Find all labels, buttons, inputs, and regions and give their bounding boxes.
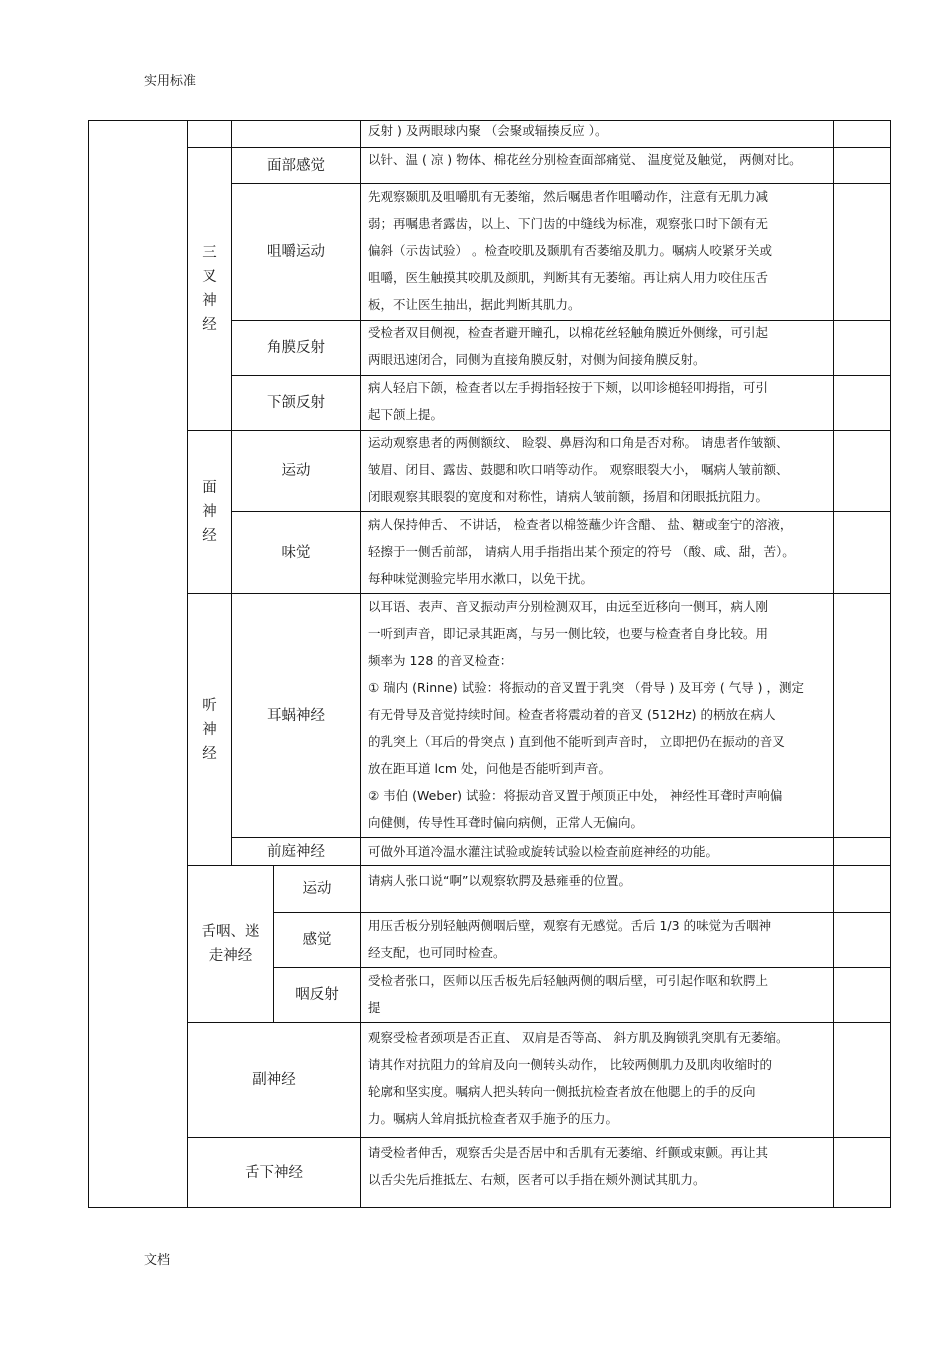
item-description: 运动观察患者的两侧额纹、 睑裂、鼻唇沟和口角是否对称。 请患者作皱额、 皱眉、闭目、露齿、鼓腮和吹口哨等动作。 观察眼裂大小， 嘱病人皱前额、 闭眼观察其眼裂的宽度和对称性，请病人皱前额，扬眉和闭眼抵抗阻力。 [368,435,789,504]
item-description: 病人轻启下颌，检查者以左手拇指轻按于下颊，以叩诊槌轻叩拇指，可引 起下颌上提。 [368,380,769,422]
item-description: 可做外耳道冷温水灌注试验或旋转试验以检查前庭神经的功能。 [368,844,719,859]
item-label: 舌下神经 [245,1164,303,1181]
item-label: 咽反射 [295,987,339,1003]
item-label: 运动 [302,881,332,897]
col-line-4 [833,120,834,1208]
group-trigeminal: 三叉神经 [202,245,217,333]
item-label: 咀嚼运动 [267,244,325,260]
page-footer: 文档 [144,1253,171,1268]
item-description: 请受检者伸舌，观察舌尖是否居中和舌肌有无萎缩、纤颤或束颤。再让其 以舌尖先后推抵左、右颊，医者可以手指在颊外测试其肌力。 [368,1145,769,1187]
page-header: 实用标准 [144,74,197,89]
item-label: 下颌反射 [267,395,325,411]
group-facial: 面神经 [202,480,217,544]
item-label: 前庭神经 [267,843,325,860]
table-right-border [890,120,891,1208]
item-description: 病人保持伸舌、 不讲话， 检查者以棉签蘸少许含醋、 盐、糖或奎宁的溶液， 轻擦于一侧舌前部， 请病人用手指指出某个预定的符号 （酸、咸、甜，苦）。 每种味觉测验完毕用水漱口，以免干扰。 [368,517,795,586]
item-label: 感觉 [302,932,332,948]
table-left-border [88,120,89,1208]
item-description: 观察受检者颈项是否正直、 双肩是否等高、 斜方肌及胸锁乳突肌有无萎缩。 请其作对抗阻力的耸肩及向一侧转头动作， 比较两侧肌力及肌肉收缩时的 轮廓和坚实度。嘱病人把头转向一侧抵抗检查者放在他腮上的手的反向 力。嘱病人耸肩抵抗检查者双手施予的压力。 [368,1030,789,1126]
item-description: 用压舌板分别轻触两侧咽后壁，观察有无感觉。舌后 1/3 的味觉为舌咽神 经支配，也可同时检查。 [368,918,772,960]
item-label: 运动 [281,463,311,479]
table-bottom-border [88,1207,891,1208]
group-hearing: 听神经 [202,697,217,762]
item-description: 请病人张口说“啊”以观察软腭及悬雍垂的位置。 [368,873,631,888]
item-description: 以针、温 ( 凉 ) 物体、棉花丝分别检查面部痛觉、 温度觉及触觉， 两侧对比。 [368,152,802,167]
item-description: 先观察颞肌及咀嚼肌有无萎缩，然后嘱患者作咀嚼动作，注意有无肌力减 弱；再嘱患者露齿，以上、下门齿的中缝线为标准，观察张口时下颌有无 偏斜（示齿试验） 。检查咬肌及颞肌有否萎缩及肌力。嘱病人咬紧牙关或 咀嚼，医生触摸其咬肌及颜肌，判断其有无萎缩。再让病人用力咬住压舌 板，不让医生抽出，据此判断其肌力。 [368,189,772,312]
item-label: 副神经 [252,1072,296,1088]
item-label: 角膜反射 [267,340,325,356]
item-description: 以耳语、表声、音叉振动声分别检测双耳，由远至近移向一侧耳，病人刚 一听到声音，即记录其距离，与另一侧比较，也要与检查者自身比较。用 频率为 128 的音叉检查： ① 瑞内 (Rinne) 试验：将振动的音叉置于乳突 （骨导 ) 及耳旁 ( 气导 ) ，测定 有无骨导及音觉持续时间。检查者将震动着的音叉 (512Hz) 的柄放在病人 的乳突上（耳后的骨突点 ) 直到他不能听到声音时， 立即把仍在振动的音叉 放在距耳道 lcm 处，问他是否能听到声音。 ② 韦伯 (Weber) 试验：将振动音叉置于颅顶正中处， 神经性耳聋时声响偏 向健侧，传导性耳聋时偏向病侧，正常人无偏向。 [368,599,805,830]
item-label: 味觉 [281,544,311,561]
item-description: 受检者双目侧视，检查者避开瞳孔，以棉花丝轻触角膜近外侧缘，可引起 两眼迅速闭合，同侧为直接角膜反射，对侧为间接角膜反射。 [368,325,769,367]
item-description: 受检者张口，医师以压舌板先后轻触两侧的咽后壁，可引起作呕和软腭上 提 [368,973,769,1015]
col-line-3 [360,120,361,1208]
group-glosso-vagus: 舌咽、迷 走神经 [201,924,260,964]
intro-description: 反射 ) 及两眼球内聚 （会聚或辐揍反应 ）。 [368,123,608,138]
item-label: 耳蜗神经 [267,707,325,724]
item-label: 面部感觉 [267,157,325,174]
